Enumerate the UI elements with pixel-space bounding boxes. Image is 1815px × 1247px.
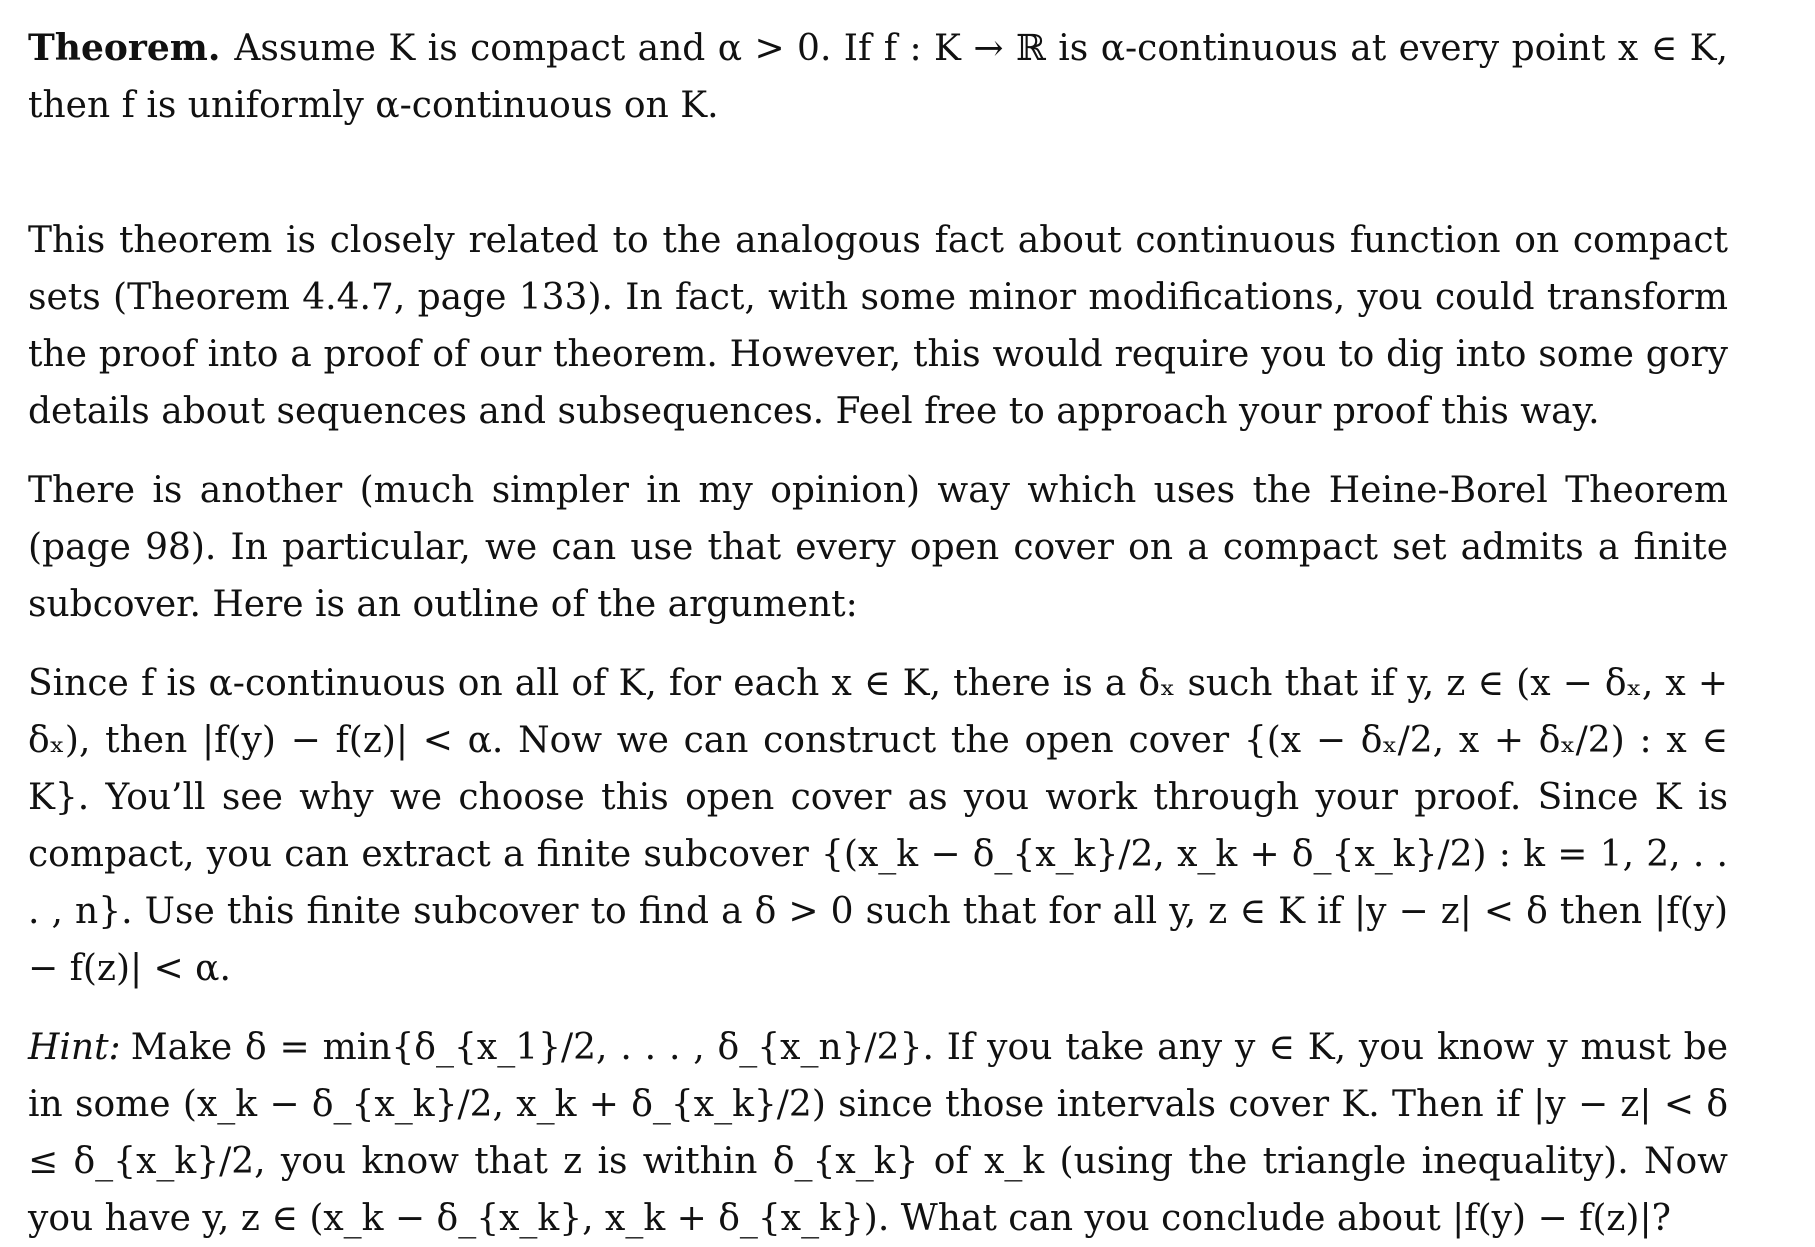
paragraph-outline: Since f is α-continuous on all of K, for each x ∈ K, there is a δₓ such that if y, z ∈ (x − δₓ, x + δₓ), then |f(y) − f(z)| < α. Now we can construct the open cover {(x − δₓ/2, x + δₓ/2) : x ∈ K}. You’ll see why we choose this open cover as you work through your proof. Since K is compact, you can extract a finite subcover {(x_k − δ_{x_k}/2, x_k + δ_{x_k}/2) : k = 1, 2, . . . , n}. Use this finite subcover to find a δ > 0 such that for all y, z ∈ K if |y − z| < δ then |f(y) − f(z)| < α. xyxy=(28,663,1728,989)
document-page xyxy=(28,20,1728,1247)
paragraph-heine-borel: There is another (much simpler in my opinion) way which uses the Heine-Borel Theorem (page 98). In particular, we can use that every open cover on a compact set admits a finite subcover. Here is an outline of the argument: xyxy=(28,470,1728,625)
theorem-text: Assume K is compact and α > 0. If f : K → ℝ is α-continuous at every point x ∈ K, then f is uniformly α-continuous on K. xyxy=(28,28,1728,126)
hint-text: Make δ = min{δ_{x_1}/2, . . . , δ_{x_n}/2}. If you take any y ∈ K, you know y must be in some (x_k − δ_{x_k}/2, x_k + δ_{x_k}/2) since those intervals cover K. Then if |y − z| < δ ≤ δ_{x_k}/2, you know that z is within δ_{x_k} of x_k (using the triangle inequality). Now you have y, z ∈ (x_k − δ_{x_k}, x_k + δ_{x_k}). What can you conclude about |f(y) − f(z)|? xyxy=(28,1027,1728,1239)
hint-label: Hint: xyxy=(28,1027,121,1068)
hint-paragraph xyxy=(28,1019,1728,1247)
theorem-statement xyxy=(28,20,1728,134)
theorem-label: Theorem. xyxy=(28,27,221,69)
paragraph-related-theorem: This theorem is closely related to the analogous fact about continuous function on compact sets (Theorem 4.4.7, page 133). In fact, with some minor modifications, you could transform the proof into a proof of our theorem. However, this would require you to dig into some gory details about sequences and subsequences. Feel free to approach your proof this way. xyxy=(28,220,1728,432)
